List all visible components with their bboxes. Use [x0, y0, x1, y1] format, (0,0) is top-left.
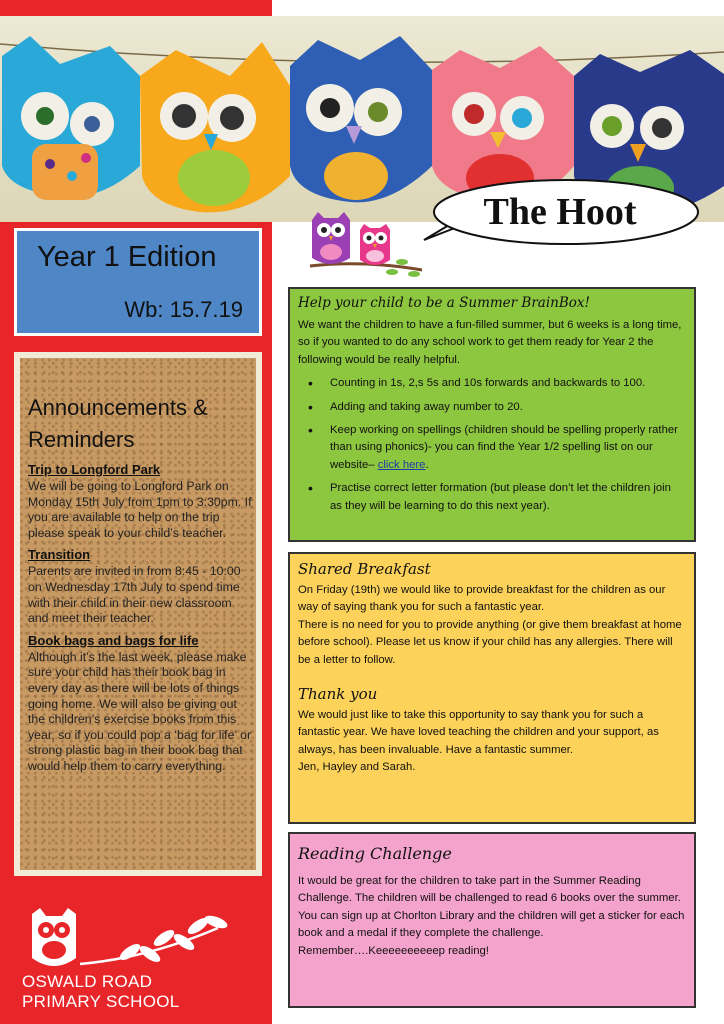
announcements-title-line2: Reminders	[28, 427, 135, 452]
list-item: • Practise correct letter formation (but please don’t let the children join as they will be learning to do this next year).	[298, 480, 686, 515]
top-red-strip	[0, 0, 272, 16]
list-item: • Adding and taking away number to 20.	[298, 399, 686, 416]
link-suffix: .	[425, 458, 429, 471]
edition-week: Wb: 15.7.19	[124, 297, 243, 322]
announcement-heading: Trip to Longford Park	[28, 462, 161, 477]
list-item	[298, 422, 686, 474]
list-item: • Counting in 1s, 2,s 5s and 10s forwards and backwards to 100.	[298, 375, 686, 392]
announcement-body: Parents are invited in from 8:45 - 10:00 on Wednesday 17th July to spend time with their child in their new classroom and meet their teacher.	[28, 564, 241, 626]
brainbox-intro: We want the children to have a fun-filled summer, but 6 weeks is a long time, so if you wanted to do any school work to get them ready for Year 2 the following would be really helpful.	[298, 319, 682, 366]
reading-challenge-box	[288, 832, 696, 1008]
reading-title: Reading Challenge	[298, 844, 452, 863]
breakfast-title: Shared Breakfast	[298, 560, 431, 578]
reading-para1: It would be great for the children to take part in the Summer Reading Challenge. The children will be challenged to read 6 books over the summer. You can sign up at Chorlton Library and the children will get a sticker for each book and a medal if they complete the challenge.	[298, 875, 685, 940]
list-item-text: Keep working on spellings (children should be spelling properly rather than using phonics)- you can find the Year 1/2 spelling list on our website–	[330, 424, 678, 471]
brainbox-title: Help your child to be a Summer BrainBox!	[298, 295, 590, 311]
fabric-owl-icon	[2, 36, 140, 200]
announcement-heading: Transition	[28, 547, 91, 563]
spelling-list-link[interactable]: click here	[377, 458, 426, 471]
breakfast-para1: On Friday (19th) we would like to provide breakfast for the children as our way of saying thank you for such a fantastic year.	[298, 584, 666, 614]
breakfast-para2: There is no need for you to provide anything (or give them breakfast at home before school). Please let us know if your child has any allergies. There will be a letter to follow.	[298, 618, 682, 666]
thanks-signoff: Jen, Hayley and Sarah.	[298, 761, 416, 774]
brainbox-list	[298, 375, 686, 515]
owls-on-branch	[304, 208, 428, 284]
school-name-line2: PRIMARY SCHOOL	[22, 992, 180, 1011]
breakfast-thanks-box	[288, 552, 696, 824]
announcement-heading: Book bags and bags for life	[28, 632, 199, 648]
thanks-title: Thank you	[298, 685, 378, 704]
owls-on-branch-icon	[304, 208, 428, 284]
announcements-title-line1: Announcements &	[28, 395, 208, 420]
announcement-body: We will be going to Longford Park on Monday 15th July from 1pm to 3:30pm. If you are available to help on the trip please speak to your child’s teacher.	[28, 479, 252, 540]
fabric-owl-icon	[290, 36, 432, 202]
edition-title: Year 1 Edition	[37, 241, 217, 273]
edition-box	[14, 228, 262, 336]
title-speech-bubble	[420, 176, 700, 248]
announcement-body: Although it’s the last week, please make sure your child has their book bag in every day as there will be lots of things going home. We will also be giving out the children’s exercise books from this year, so if you could pop a ‘bag for life’ or strong plastic bag in their book bag that would help them to carry everything.	[28, 649, 252, 773]
school-owl-logo-icon	[18, 908, 258, 972]
fabric-owl-icon	[140, 42, 290, 212]
school-name-line1: OSWALD ROAD	[22, 972, 153, 991]
school-logo	[18, 908, 258, 1014]
brainbox-box	[288, 287, 696, 542]
thanks-para1: We would just like to take this opportunity to say thank you for such a fantastic year. We have loved teaching the children and your support, as always, has been invaluable. Have a fantastic summer.	[298, 709, 659, 756]
newsletter-title: The Hoot	[483, 191, 637, 233]
announcements-title	[28, 392, 252, 456]
reading-para2: Remember….Keeeeeeeeeep reading!	[298, 944, 489, 957]
announcements-corkboard	[14, 352, 262, 876]
